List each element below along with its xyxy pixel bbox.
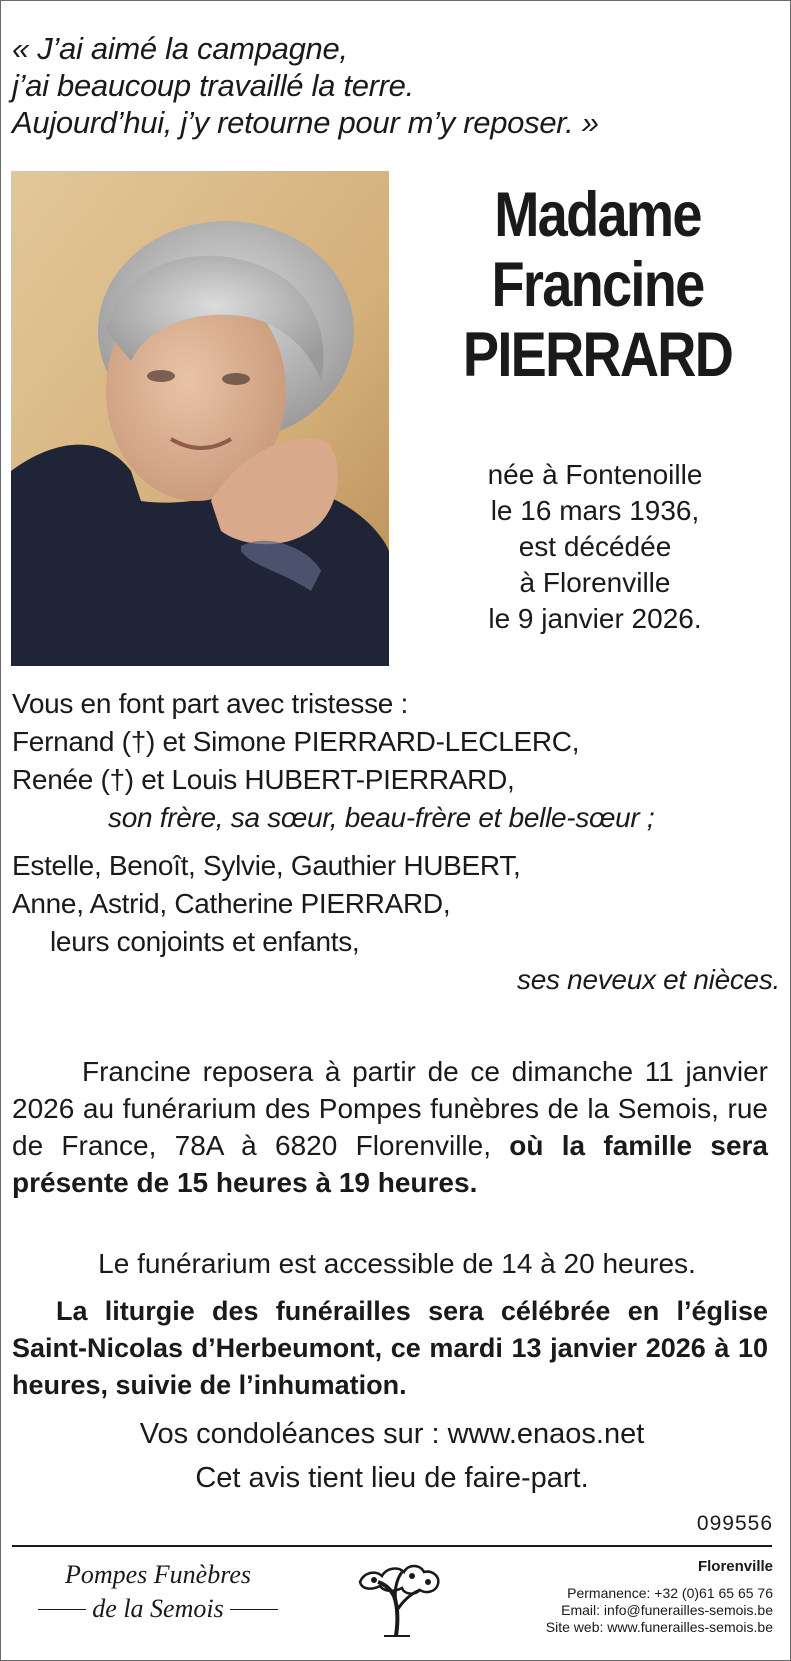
- last-name: PIERRARD: [462, 320, 733, 390]
- footer-divider: [12, 1545, 772, 1547]
- contact-email: Email: info@funerailles-semois.be: [561, 1602, 773, 1618]
- family-announcement: [12, 685, 780, 999]
- logo-line1: Pompes Funèbres: [64, 1560, 252, 1589]
- contact-phone: Permanence: +32 (0)61 65 65 76: [567, 1585, 773, 1601]
- epigraph-quote: [12, 30, 599, 141]
- family-intro: Vous en font part avec tristesse :: [12, 688, 409, 719]
- family-line: leurs conjoints et enfants,: [50, 926, 360, 957]
- family-line: Estelle, Benoît, Sylvie, Gauthier HUBERT,: [12, 850, 521, 881]
- death-label: est décédée: [518, 531, 672, 562]
- reference-number: 099556: [696, 1512, 773, 1535]
- logo-line2: de la Semois: [92, 1594, 224, 1623]
- family-line: Renée (†) et Louis HUBERT-PIERRARD,: [12, 764, 515, 795]
- birth-death-info: [405, 457, 785, 637]
- death-place: à Florenville: [519, 567, 671, 598]
- birth-place: née à Fontenoille: [487, 459, 703, 490]
- liturgy-paragraph: [12, 1293, 768, 1404]
- family-presence: où la famille sera présente de 15 heures à 19 heures.: [12, 1130, 768, 1198]
- family-role: ses neveux et nièces.: [517, 964, 780, 995]
- portrait-photo: [11, 171, 389, 666]
- quote-line: j’ai beaucoup travaillé la terre.: [12, 68, 414, 103]
- closing-lines: [12, 1412, 772, 1500]
- birth-date: le 16 mars 1936,: [490, 495, 700, 526]
- death-date: le 9 janvier 2026.: [488, 603, 702, 634]
- condolences-line: Vos condoléances sur : www.enaos.net: [139, 1418, 645, 1450]
- quote-line: Aujourd’hui, j’y retourne pour m’y reposer. »: [12, 105, 599, 140]
- deceased-name: [432, 180, 763, 390]
- funerarium-paragraph: [12, 1053, 768, 1201]
- family-role: son frère, sa sœur, beau-frère et belle-sœur ;: [108, 802, 655, 833]
- family-line: Anne, Astrid, Catherine PIERRARD,: [12, 888, 451, 919]
- liturgy-text: La liturgie des funérailles sera célébrée en l’église Saint-Nicolas d’Herbeumont, ce mardi 13 janvier 2026 à 10 heures, suivie de l’inhumation.: [12, 1296, 768, 1400]
- funerarium-access: Le funérarium est accessible de 14 à 20 heures.: [98, 1248, 696, 1279]
- family-line: Fernand (†) et Simone PIERRARD-LECLERC,: [12, 726, 580, 757]
- funeral-home-contact: [546, 1558, 773, 1636]
- name-title: Madame: [494, 180, 701, 250]
- funeral-home-logo: [30, 1558, 286, 1626]
- quote-line: « J’ai aimé la campagne,: [12, 31, 348, 66]
- tree-icon: [354, 1552, 444, 1638]
- faire-part-line: Cet avis tient lieu de faire-part.: [195, 1462, 589, 1494]
- first-name: Francine: [491, 250, 704, 320]
- contact-website: Site web: www.funerailles-semois.be: [545, 1619, 773, 1635]
- contact-city: Florenville: [697, 1558, 773, 1575]
- funerarium-text: Francine reposera à partir de ce dimanche 11 janvier 2026 au funérarium des Pompes funèbres de la Semois, rue de France, 78A à 6820 Florenville,: [12, 1056, 768, 1161]
